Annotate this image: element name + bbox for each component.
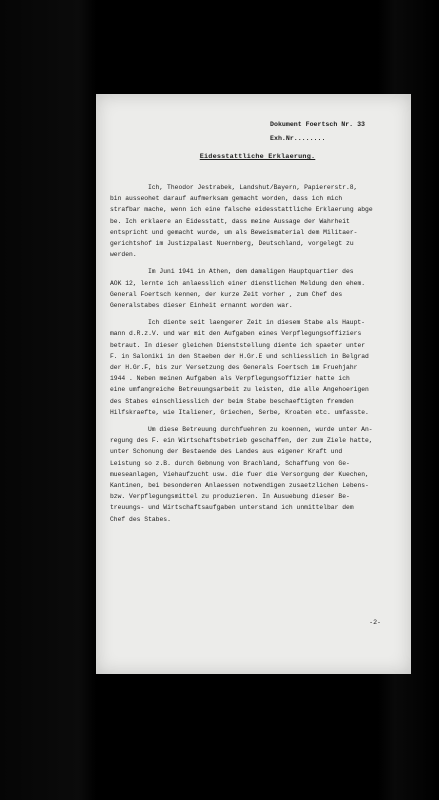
document-title: Eidesstattliche Erklaerung. (199, 153, 316, 161)
text-line: unter Schonung der Bestaende des Landes aus eigener Kraft und (110, 448, 343, 456)
text-line: betraut. In dieser gleichen Dienststellung diente ich spaeter unter (110, 341, 366, 349)
text-line: eine umfangreiche Betreuungsarbeit zu leisten, die alle Angehoerigen (110, 386, 369, 394)
page-number: -2- (369, 619, 381, 626)
text-line: mueseanlagen, Viehaufzucht usw. die fuer die Versorgung der Kuechen, (110, 470, 369, 478)
text-line: 1944 . Neben meinen Aufgaben als Verpflegungsoffizier hatte ich (110, 375, 350, 383)
text-line: gerichtshof im Justizpalast Nuernberg, Deutschland, vorgelegt zu (110, 240, 354, 248)
text-line: werden. (110, 251, 137, 259)
text-line: mann d.R.z.V. und war mit den Aufgaben eines Verpflegungsoffiziers (110, 330, 362, 338)
exhibit-number: Exh.Nr........ (270, 135, 326, 142)
document-page (96, 94, 411, 674)
paragraph-2 (110, 266, 397, 311)
paragraph-4 (110, 424, 397, 525)
document-number: Dokument Foertsch Nr. 33 (270, 121, 365, 128)
text-line: Leistung so z.B. durch Gebnung von Brachland, Schaffung von Ge- (110, 459, 350, 467)
text-line: Generalstabes dieser Einheit ernannt worden war. (110, 302, 293, 310)
text-line: entspricht und gemacht wurde, um als Beweismaterial dem Militaer- (110, 228, 358, 236)
document-header (270, 118, 365, 146)
paragraph-3 (110, 317, 397, 418)
page-content (110, 108, 405, 666)
document-body (110, 182, 397, 525)
paragraph-1 (110, 182, 397, 260)
text-line: Chef des Stabes. (110, 515, 171, 523)
text-line: bzw. Verpflegungsmittel zu produzieren. In Ausuebung dieser Be- (110, 493, 350, 501)
text-line: treuungs- und Wirtschaftsaufgaben unterstand ich unmittelbar dem (110, 504, 354, 512)
text-line: F. in Saloniki in den Staeben der H.Gr.E und schliesslich in Belgrad (110, 352, 369, 360)
text-line: Im Juni 1941 in Athen, dem damaligen Hauptquartier des (148, 268, 354, 276)
text-line: regung des F. ein Wirtschaftsbetrieb geschaffen, der zum Ziele hatte, (110, 437, 373, 445)
text-line: bin ausseohet darauf aufmerksam gemacht worden, dass ich mich (110, 195, 343, 203)
text-line: Hilfskraefte, wie Italiener, Griechen, Serbe, Kroaten etc. umfasste. (110, 408, 369, 416)
text-line: be. Ich erklaere an Eidesstatt, dass meine Aussage der Wahrheit (110, 217, 350, 225)
text-line: der H.Gr.F, bis zur Versetzung des Generals Foertsch im Fruehjahr (110, 364, 358, 372)
text-line: strafbar mache, wenn ich eine falsche eidesstattliche Erklaerung abge (110, 206, 373, 214)
text-line: Kantinen, bei besonderen Anlaessen notwendigen zusaetzlichen Lebens- (110, 482, 369, 490)
text-line: Um diese Betreuung durchfuehren zu koennen, wurde unter An- (148, 426, 373, 434)
text-line: General Foertsch kennen, der kurze Zeit vorher , zum Chef des (110, 290, 343, 298)
text-line: Ich, Theodor Jestrabek, Landshut/Bayern, Papiererstr.8, (148, 184, 358, 191)
text-line: AOK 12, lernte ich anlaesslich einer dienstlichen Meldung den ehem. (110, 279, 366, 287)
text-line: Ich diente seit laengerer Zeit in diesem Stabe als Haupt- (148, 319, 365, 327)
text-line: des Stabes einschliesslich der beim Stabe beschaeftigten fremden (110, 397, 354, 405)
